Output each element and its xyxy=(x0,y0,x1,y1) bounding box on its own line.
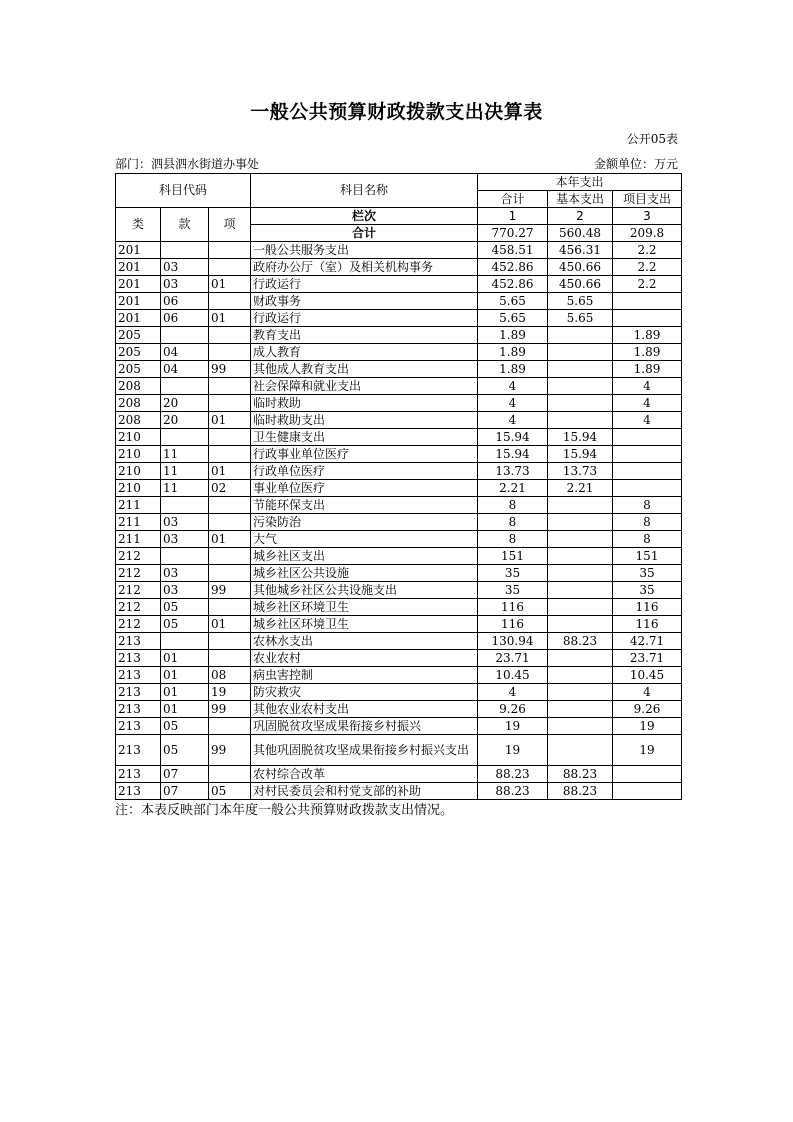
table-row xyxy=(116,310,682,327)
cell-lei: 210 xyxy=(116,480,161,497)
cell-xiang xyxy=(209,344,251,361)
cell-xiang: 01 xyxy=(209,531,251,548)
cell-xiang xyxy=(209,293,251,310)
cell-kuan: 03 xyxy=(161,276,209,293)
cell-kuan: 01 xyxy=(161,667,209,684)
total-row-project: 209.8 xyxy=(613,225,682,242)
cell-lei: 201 xyxy=(116,259,161,276)
cell-basic: 5.65 xyxy=(548,293,613,310)
cell-kuan: 05 xyxy=(161,616,209,633)
cell-lei: 210 xyxy=(116,446,161,463)
cell-kuan: 03 xyxy=(161,514,209,531)
cell-basic: 15.94 xyxy=(548,446,613,463)
cell-lei: 205 xyxy=(116,361,161,378)
table-row xyxy=(116,395,682,412)
cell-kuan: 03 xyxy=(161,582,209,599)
cell-total: 19 xyxy=(478,735,548,766)
cell-basic: 450.66 xyxy=(548,259,613,276)
table-row xyxy=(116,766,682,783)
cell-total: 88.23 xyxy=(478,766,548,783)
cell-subject-name: 成人教育 xyxy=(251,344,478,361)
cell-project: 8 xyxy=(613,514,682,531)
cell-project: 35 xyxy=(613,565,682,582)
cell-xiang: 99 xyxy=(209,701,251,718)
cell-xiang xyxy=(209,497,251,514)
cell-project: 19 xyxy=(613,718,682,735)
cell-kuan xyxy=(161,429,209,446)
cell-kuan: 11 xyxy=(161,446,209,463)
cell-total: 452.86 xyxy=(478,276,548,293)
table-row xyxy=(116,514,682,531)
cell-lei: 210 xyxy=(116,429,161,446)
cell-xiang xyxy=(209,718,251,735)
department-label: 部门：泗县泗水街道办事处 xyxy=(115,157,260,171)
header-subject-code: 科目代码 xyxy=(116,174,251,208)
cell-total: 13.73 xyxy=(478,463,548,480)
cell-total: 116 xyxy=(478,599,548,616)
table-row xyxy=(116,616,682,633)
cell-subject-name: 农林水支出 xyxy=(251,633,478,650)
cell-project: 2.2 xyxy=(613,259,682,276)
cell-subject-name: 教育支出 xyxy=(251,327,478,344)
cell-project xyxy=(613,446,682,463)
cell-project xyxy=(613,463,682,480)
page-title: 一般公共预算财政拨款支出决算表 xyxy=(250,101,543,123)
header-total: 合计 xyxy=(478,191,548,208)
cell-total: 15.94 xyxy=(478,446,548,463)
cell-project xyxy=(613,310,682,327)
cell-xiang: 01 xyxy=(209,463,251,480)
cell-basic xyxy=(548,616,613,633)
table-row xyxy=(116,242,682,259)
cell-xiang xyxy=(209,378,251,395)
cell-xiang xyxy=(209,395,251,412)
cell-subject-name: 财政事务 xyxy=(251,293,478,310)
header-col3: 3 xyxy=(613,208,682,225)
table-row xyxy=(116,276,682,293)
table-row xyxy=(116,429,682,446)
cell-subject-name: 防灾救灾 xyxy=(251,684,478,701)
cell-basic xyxy=(548,361,613,378)
cell-subject-name: 政府办公厅（室）及相关机构事务 xyxy=(251,259,478,276)
table-row xyxy=(116,582,682,599)
cell-subject-name: 事业单位医疗 xyxy=(251,480,478,497)
header-col2: 2 xyxy=(548,208,613,225)
cell-basic xyxy=(548,565,613,582)
cell-project xyxy=(613,293,682,310)
header-subject-name: 科目名称 xyxy=(251,174,478,208)
cell-project xyxy=(613,783,682,800)
cell-xiang: 08 xyxy=(209,667,251,684)
cell-total: 116 xyxy=(478,616,548,633)
cell-xiang xyxy=(209,565,251,582)
cell-project: 4 xyxy=(613,412,682,429)
cell-project: 1.89 xyxy=(613,344,682,361)
cell-kuan: 05 xyxy=(161,599,209,616)
cell-basic xyxy=(548,531,613,548)
cell-subject-name: 社会保障和就业支出 xyxy=(251,378,478,395)
cell-lei: 211 xyxy=(116,514,161,531)
cell-kuan: 06 xyxy=(161,310,209,327)
cell-project: 4 xyxy=(613,684,682,701)
form-number: 公开05表 xyxy=(626,132,678,146)
cell-basic: 2.21 xyxy=(548,480,613,497)
cell-subject-name: 城乡社区支出 xyxy=(251,548,478,565)
cell-kuan: 11 xyxy=(161,480,209,497)
cell-xiang xyxy=(209,548,251,565)
cell-total: 23.71 xyxy=(478,650,548,667)
cell-lei: 208 xyxy=(116,395,161,412)
cell-total: 9.26 xyxy=(478,701,548,718)
cell-subject-name: 其他农业农村支出 xyxy=(251,701,478,718)
cell-project: 23.71 xyxy=(613,650,682,667)
cell-total: 8 xyxy=(478,531,548,548)
header-basic: 基本支出 xyxy=(548,191,613,208)
header-project: 项目支出 xyxy=(613,191,682,208)
cell-total: 1.89 xyxy=(478,361,548,378)
cell-basic: 450.66 xyxy=(548,276,613,293)
cell-lei: 212 xyxy=(116,548,161,565)
cell-basic: 88.23 xyxy=(548,783,613,800)
cell-kuan: 01 xyxy=(161,684,209,701)
cell-lei: 205 xyxy=(116,327,161,344)
cell-basic xyxy=(548,395,613,412)
table-row xyxy=(116,378,682,395)
table-body xyxy=(116,242,682,800)
table-row xyxy=(116,548,682,565)
cell-kuan: 03 xyxy=(161,565,209,582)
cell-lei: 213 xyxy=(116,718,161,735)
cell-xiang: 01 xyxy=(209,616,251,633)
cell-subject-name: 临时救助 xyxy=(251,395,478,412)
cell-subject-name: 其他成人教育支出 xyxy=(251,361,478,378)
table-row xyxy=(116,783,682,800)
table-row xyxy=(116,293,682,310)
cell-xiang: 99 xyxy=(209,582,251,599)
cell-xiang xyxy=(209,633,251,650)
cell-project: 151 xyxy=(613,548,682,565)
cell-kuan xyxy=(161,242,209,259)
cell-subject-name: 临时救助支出 xyxy=(251,412,478,429)
table-row xyxy=(116,531,682,548)
cell-lei: 212 xyxy=(116,599,161,616)
cell-total: 2.21 xyxy=(478,480,548,497)
cell-lei: 213 xyxy=(116,735,161,766)
cell-xiang xyxy=(209,599,251,616)
cell-subject-name: 一般公共服务支出 xyxy=(251,242,478,259)
cell-basic: 13.73 xyxy=(548,463,613,480)
cell-lei: 210 xyxy=(116,463,161,480)
cell-basic xyxy=(548,582,613,599)
cell-lei: 212 xyxy=(116,582,161,599)
cell-total: 130.94 xyxy=(478,633,548,650)
cell-basic xyxy=(548,701,613,718)
cell-total: 151 xyxy=(478,548,548,565)
cell-kuan: 20 xyxy=(161,395,209,412)
cell-subject-name: 行政事业单位医疗 xyxy=(251,446,478,463)
header-kuan: 款 xyxy=(161,208,209,242)
cell-xiang: 99 xyxy=(209,735,251,766)
cell-project: 10.45 xyxy=(613,667,682,684)
table-row xyxy=(116,412,682,429)
cell-lei: 213 xyxy=(116,783,161,800)
cell-subject-name: 其他巩固脱贫攻坚成果衔接乡村振兴支出 xyxy=(251,735,478,766)
cell-project: 116 xyxy=(613,616,682,633)
cell-total: 88.23 xyxy=(478,783,548,800)
cell-basic xyxy=(548,718,613,735)
cell-basic xyxy=(548,548,613,565)
cell-subject-name: 巩固脱贫攻坚成果衔接乡村振兴 xyxy=(251,718,478,735)
cell-basic xyxy=(548,684,613,701)
table-row xyxy=(116,463,682,480)
cell-subject-name: 其他城乡社区公共设施支出 xyxy=(251,582,478,599)
cell-basic: 456.31 xyxy=(548,242,613,259)
cell-kuan xyxy=(161,633,209,650)
table-row xyxy=(116,650,682,667)
cell-basic xyxy=(548,327,613,344)
cell-total: 19 xyxy=(478,718,548,735)
cell-total: 452.86 xyxy=(478,259,548,276)
cell-project xyxy=(613,480,682,497)
cell-lei: 213 xyxy=(116,766,161,783)
cell-subject-name: 行政运行 xyxy=(251,310,478,327)
table-row xyxy=(116,480,682,497)
cell-lei: 213 xyxy=(116,701,161,718)
header-col1: 1 xyxy=(478,208,548,225)
cell-total: 15.94 xyxy=(478,429,548,446)
total-row-label: 合计 xyxy=(251,225,478,242)
cell-kuan xyxy=(161,497,209,514)
cell-xiang: 99 xyxy=(209,361,251,378)
cell-project: 4 xyxy=(613,395,682,412)
table-row xyxy=(116,361,682,378)
cell-lei: 213 xyxy=(116,633,161,650)
cell-xiang: 19 xyxy=(209,684,251,701)
cell-xiang xyxy=(209,242,251,259)
cell-project xyxy=(613,766,682,783)
table-row xyxy=(116,684,682,701)
cell-basic xyxy=(548,412,613,429)
table-row xyxy=(116,701,682,718)
cell-basic xyxy=(548,378,613,395)
cell-project: 2.2 xyxy=(613,276,682,293)
cell-lei: 208 xyxy=(116,412,161,429)
cell-lei: 213 xyxy=(116,650,161,667)
cell-total: 4 xyxy=(478,378,548,395)
cell-lei: 201 xyxy=(116,242,161,259)
table-row xyxy=(116,327,682,344)
cell-kuan: 20 xyxy=(161,412,209,429)
cell-subject-name: 病虫害控制 xyxy=(251,667,478,684)
cell-project: 116 xyxy=(613,599,682,616)
cell-subject-name: 城乡社区环境卫生 xyxy=(251,616,478,633)
cell-lei: 201 xyxy=(116,276,161,293)
cell-kuan: 04 xyxy=(161,361,209,378)
cell-project: 8 xyxy=(613,531,682,548)
cell-kuan: 01 xyxy=(161,701,209,718)
cell-total: 5.65 xyxy=(478,310,548,327)
cell-project: 4 xyxy=(613,378,682,395)
cell-kuan xyxy=(161,327,209,344)
cell-xiang: 01 xyxy=(209,412,251,429)
amount-unit-label: 金额单位：万元 xyxy=(593,157,678,171)
cell-basic xyxy=(548,735,613,766)
total-row-total: 770.27 xyxy=(478,225,548,242)
header-xiang: 项 xyxy=(209,208,251,242)
cell-kuan: 07 xyxy=(161,783,209,800)
cell-project: 42.71 xyxy=(613,633,682,650)
cell-lei: 208 xyxy=(116,378,161,395)
table-row xyxy=(116,259,682,276)
table-row xyxy=(116,735,682,766)
cell-total: 458.51 xyxy=(478,242,548,259)
cell-kuan: 11 xyxy=(161,463,209,480)
cell-xiang: 01 xyxy=(209,276,251,293)
cell-total: 5.65 xyxy=(478,293,548,310)
cell-basic xyxy=(548,599,613,616)
cell-total: 4 xyxy=(478,684,548,701)
cell-basic: 88.23 xyxy=(548,633,613,650)
cell-xiang xyxy=(209,327,251,344)
cell-xiang xyxy=(209,514,251,531)
cell-xiang: 05 xyxy=(209,783,251,800)
cell-xiang xyxy=(209,259,251,276)
cell-xiang xyxy=(209,429,251,446)
cell-lei: 201 xyxy=(116,310,161,327)
cell-lei: 212 xyxy=(116,616,161,633)
cell-subject-name: 节能环保支出 xyxy=(251,497,478,514)
cell-xiang: 01 xyxy=(209,310,251,327)
table-row xyxy=(116,446,682,463)
cell-subject-name: 农业农村 xyxy=(251,650,478,667)
cell-total: 4 xyxy=(478,412,548,429)
cell-total: 1.89 xyxy=(478,344,548,361)
cell-lei: 211 xyxy=(116,497,161,514)
cell-project: 1.89 xyxy=(613,327,682,344)
cell-basic: 5.65 xyxy=(548,310,613,327)
header-lei: 类 xyxy=(116,208,161,242)
cell-project: 19 xyxy=(613,735,682,766)
cell-project: 8 xyxy=(613,497,682,514)
cell-project xyxy=(613,429,682,446)
cell-lei: 213 xyxy=(116,667,161,684)
cell-basic xyxy=(548,514,613,531)
cell-total: 35 xyxy=(478,565,548,582)
cell-project: 1.89 xyxy=(613,361,682,378)
cell-kuan: 07 xyxy=(161,766,209,783)
cell-kuan xyxy=(161,548,209,565)
cell-total: 4 xyxy=(478,395,548,412)
cell-subject-name: 大气 xyxy=(251,531,478,548)
cell-basic xyxy=(548,650,613,667)
table-row xyxy=(116,633,682,650)
cell-project: 2.2 xyxy=(613,242,682,259)
cell-basic xyxy=(548,667,613,684)
cell-lei: 205 xyxy=(116,344,161,361)
cell-xiang xyxy=(209,766,251,783)
cell-lei: 201 xyxy=(116,293,161,310)
cell-kuan: 03 xyxy=(161,531,209,548)
cell-total: 1.89 xyxy=(478,327,548,344)
cell-project: 35 xyxy=(613,582,682,599)
cell-lei: 213 xyxy=(116,684,161,701)
cell-subject-name: 行政运行 xyxy=(251,276,478,293)
cell-basic xyxy=(548,344,613,361)
cell-subject-name: 城乡社区环境卫生 xyxy=(251,599,478,616)
table-row xyxy=(116,565,682,582)
table-row xyxy=(116,667,682,684)
cell-kuan: 05 xyxy=(161,735,209,766)
cell-kuan: 03 xyxy=(161,259,209,276)
cell-subject-name: 对村民委员会和村党支部的补助 xyxy=(251,783,478,800)
cell-kuan: 06 xyxy=(161,293,209,310)
footnote: 注：本表反映部门本年度一般公共预算财政拨款支出情况。 xyxy=(115,803,454,818)
cell-total: 35 xyxy=(478,582,548,599)
header-current-year: 本年支出 xyxy=(478,174,682,191)
cell-kuan: 01 xyxy=(161,650,209,667)
cell-lei: 211 xyxy=(116,531,161,548)
table-row xyxy=(116,718,682,735)
cell-xiang xyxy=(209,650,251,667)
cell-total: 8 xyxy=(478,514,548,531)
cell-total: 10.45 xyxy=(478,667,548,684)
header-lanci: 栏次 xyxy=(251,208,478,225)
table-row xyxy=(116,344,682,361)
table-row xyxy=(116,497,682,514)
cell-kuan: 05 xyxy=(161,718,209,735)
table-row xyxy=(116,599,682,616)
cell-subject-name: 农村综合改革 xyxy=(251,766,478,783)
cell-subject-name: 污染防治 xyxy=(251,514,478,531)
cell-project: 9.26 xyxy=(613,701,682,718)
cell-basic: 15.94 xyxy=(548,429,613,446)
expenditure-table xyxy=(115,173,682,800)
cell-kuan: 04 xyxy=(161,344,209,361)
cell-basic xyxy=(548,497,613,514)
cell-subject-name: 城乡社区公共设施 xyxy=(251,565,478,582)
cell-basic: 88.23 xyxy=(548,766,613,783)
cell-lei: 212 xyxy=(116,565,161,582)
cell-xiang: 02 xyxy=(209,480,251,497)
cell-xiang xyxy=(209,446,251,463)
cell-kuan xyxy=(161,378,209,395)
total-row-basic: 560.48 xyxy=(548,225,613,242)
cell-subject-name: 行政单位医疗 xyxy=(251,463,478,480)
cell-total: 8 xyxy=(478,497,548,514)
cell-subject-name: 卫生健康支出 xyxy=(251,429,478,446)
